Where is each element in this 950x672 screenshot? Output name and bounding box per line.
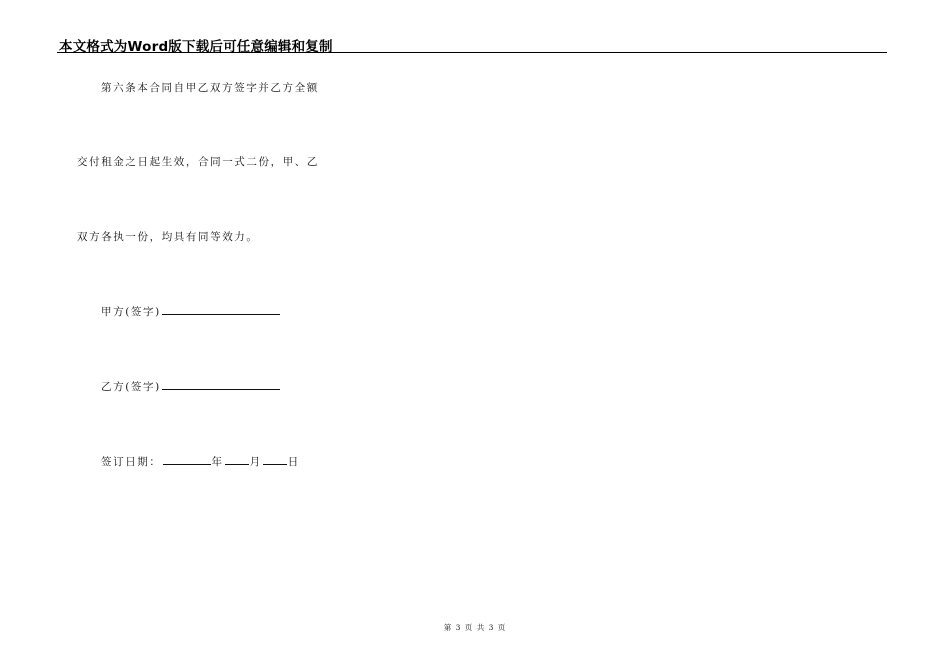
paragraph-line-1: 第六条本合同自甲乙双方签字并乙方全额 xyxy=(101,82,319,94)
party-a-signature-blank xyxy=(162,304,280,315)
date-label: 签订日期： xyxy=(101,456,162,468)
paragraph-line-2: 交付租金之日起生效，合同一式二份，甲、乙 xyxy=(77,156,319,168)
page-footer-number: 第 3 页 共 3 页 xyxy=(443,623,507,632)
year-blank xyxy=(163,454,211,465)
party-b-signature-blank xyxy=(162,379,280,390)
party-b-label: 乙方(签字) xyxy=(101,381,161,393)
party-a-signature-line xyxy=(101,304,281,319)
page-header-title: 本文格式为Word版下载后可任意编辑和复制 xyxy=(59,39,333,55)
party-a-label: 甲方(签字) xyxy=(101,306,161,318)
paragraph-line-3: 双方各执一份，均具有同等效力。 xyxy=(77,231,259,243)
month-label: 月 xyxy=(249,456,262,468)
day-blank xyxy=(263,454,287,465)
header-divider xyxy=(57,52,887,53)
signing-date-line xyxy=(101,454,300,469)
party-b-signature-line xyxy=(101,379,281,394)
day-label: 日 xyxy=(287,456,300,468)
month-blank xyxy=(225,454,249,465)
year-label: 年 xyxy=(211,456,224,468)
